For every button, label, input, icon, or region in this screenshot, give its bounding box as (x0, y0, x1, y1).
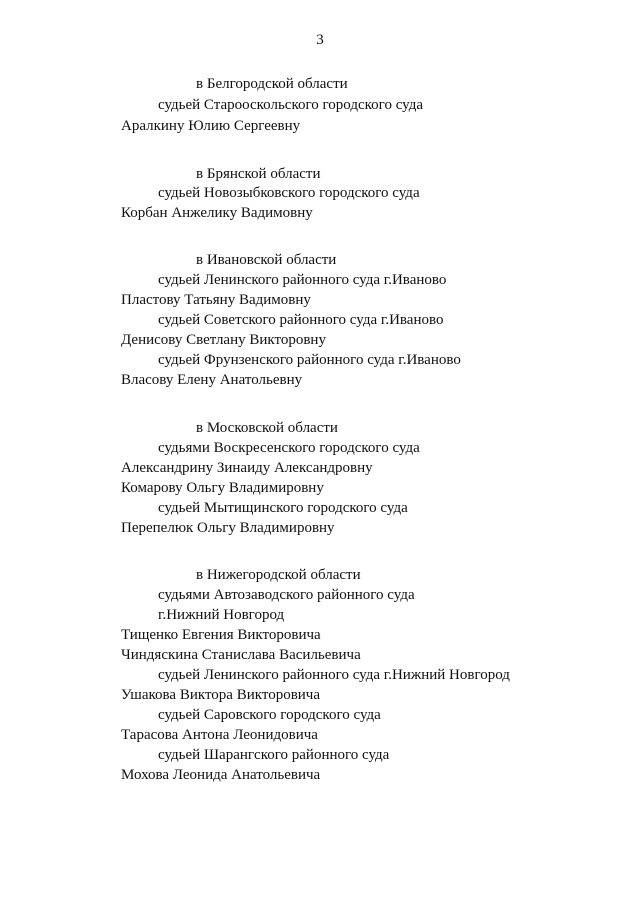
judge-name: Ушакова Виктора Викторовича (121, 687, 321, 703)
judge-name: Корбан Анжелику Вадимовну (121, 205, 313, 221)
region-heading: в Брянской области (196, 166, 321, 182)
court-appointment: судьей Новозыбковского городского суда (158, 185, 420, 201)
court-appointment: судьей Советского районного суда г.Иваново (158, 312, 444, 328)
judge-name: Перепелюк Ольгу Владимировну (121, 520, 335, 536)
court-appointment: судьей Ленинского районного суда г.Нижний Новгород (158, 667, 510, 683)
court-appointment: судьей Ленинского районного суда г.Иваново (158, 272, 447, 288)
region-heading: в Белгородской области (196, 76, 348, 92)
region-heading: в Нижегородской области (196, 567, 361, 583)
judge-name: Власову Елену Анатольевну (121, 372, 303, 388)
court-appointment-continued: г.Нижний Новгород (158, 607, 285, 623)
judge-name: Тарасова Антона Леонидовича (121, 727, 318, 743)
court-appointment: судьями Воскресенского городского суда (158, 440, 420, 456)
judge-name: Тищенко Евгения Викторовича (121, 627, 321, 643)
court-appointment: судьей Саровского городского суда (158, 707, 381, 723)
judge-name: Комарову Ольгу Владимировну (121, 480, 324, 496)
court-appointment: судьей Фрунзенского районного суда г.Иваново (158, 352, 461, 368)
judge-name: Чиндяскина Станислава Васильевича (121, 647, 361, 663)
region-heading: в Московской области (196, 420, 338, 436)
judge-name: Денисову Светлану Викторовну (121, 332, 326, 348)
judge-name: Александрину Зинаиду Александровну (121, 460, 373, 476)
court-appointment: судьей Шарангского районного суда (158, 747, 390, 763)
region-heading: в Ивановской области (196, 252, 337, 268)
court-appointment: судьей Старооскольского городского суда (158, 97, 424, 113)
page-number: 3 (316, 32, 324, 48)
judge-name: Пластову Татьяну Вадимовну (121, 292, 311, 308)
court-appointment: судьями Автозаводского районного суда (158, 587, 415, 603)
court-appointment: судьей Мытищинского городского суда (158, 500, 408, 516)
judge-name: Аралкину Юлию Сергеевну (121, 118, 301, 134)
judge-name: Мохова Леонида Анатольевича (121, 767, 321, 783)
